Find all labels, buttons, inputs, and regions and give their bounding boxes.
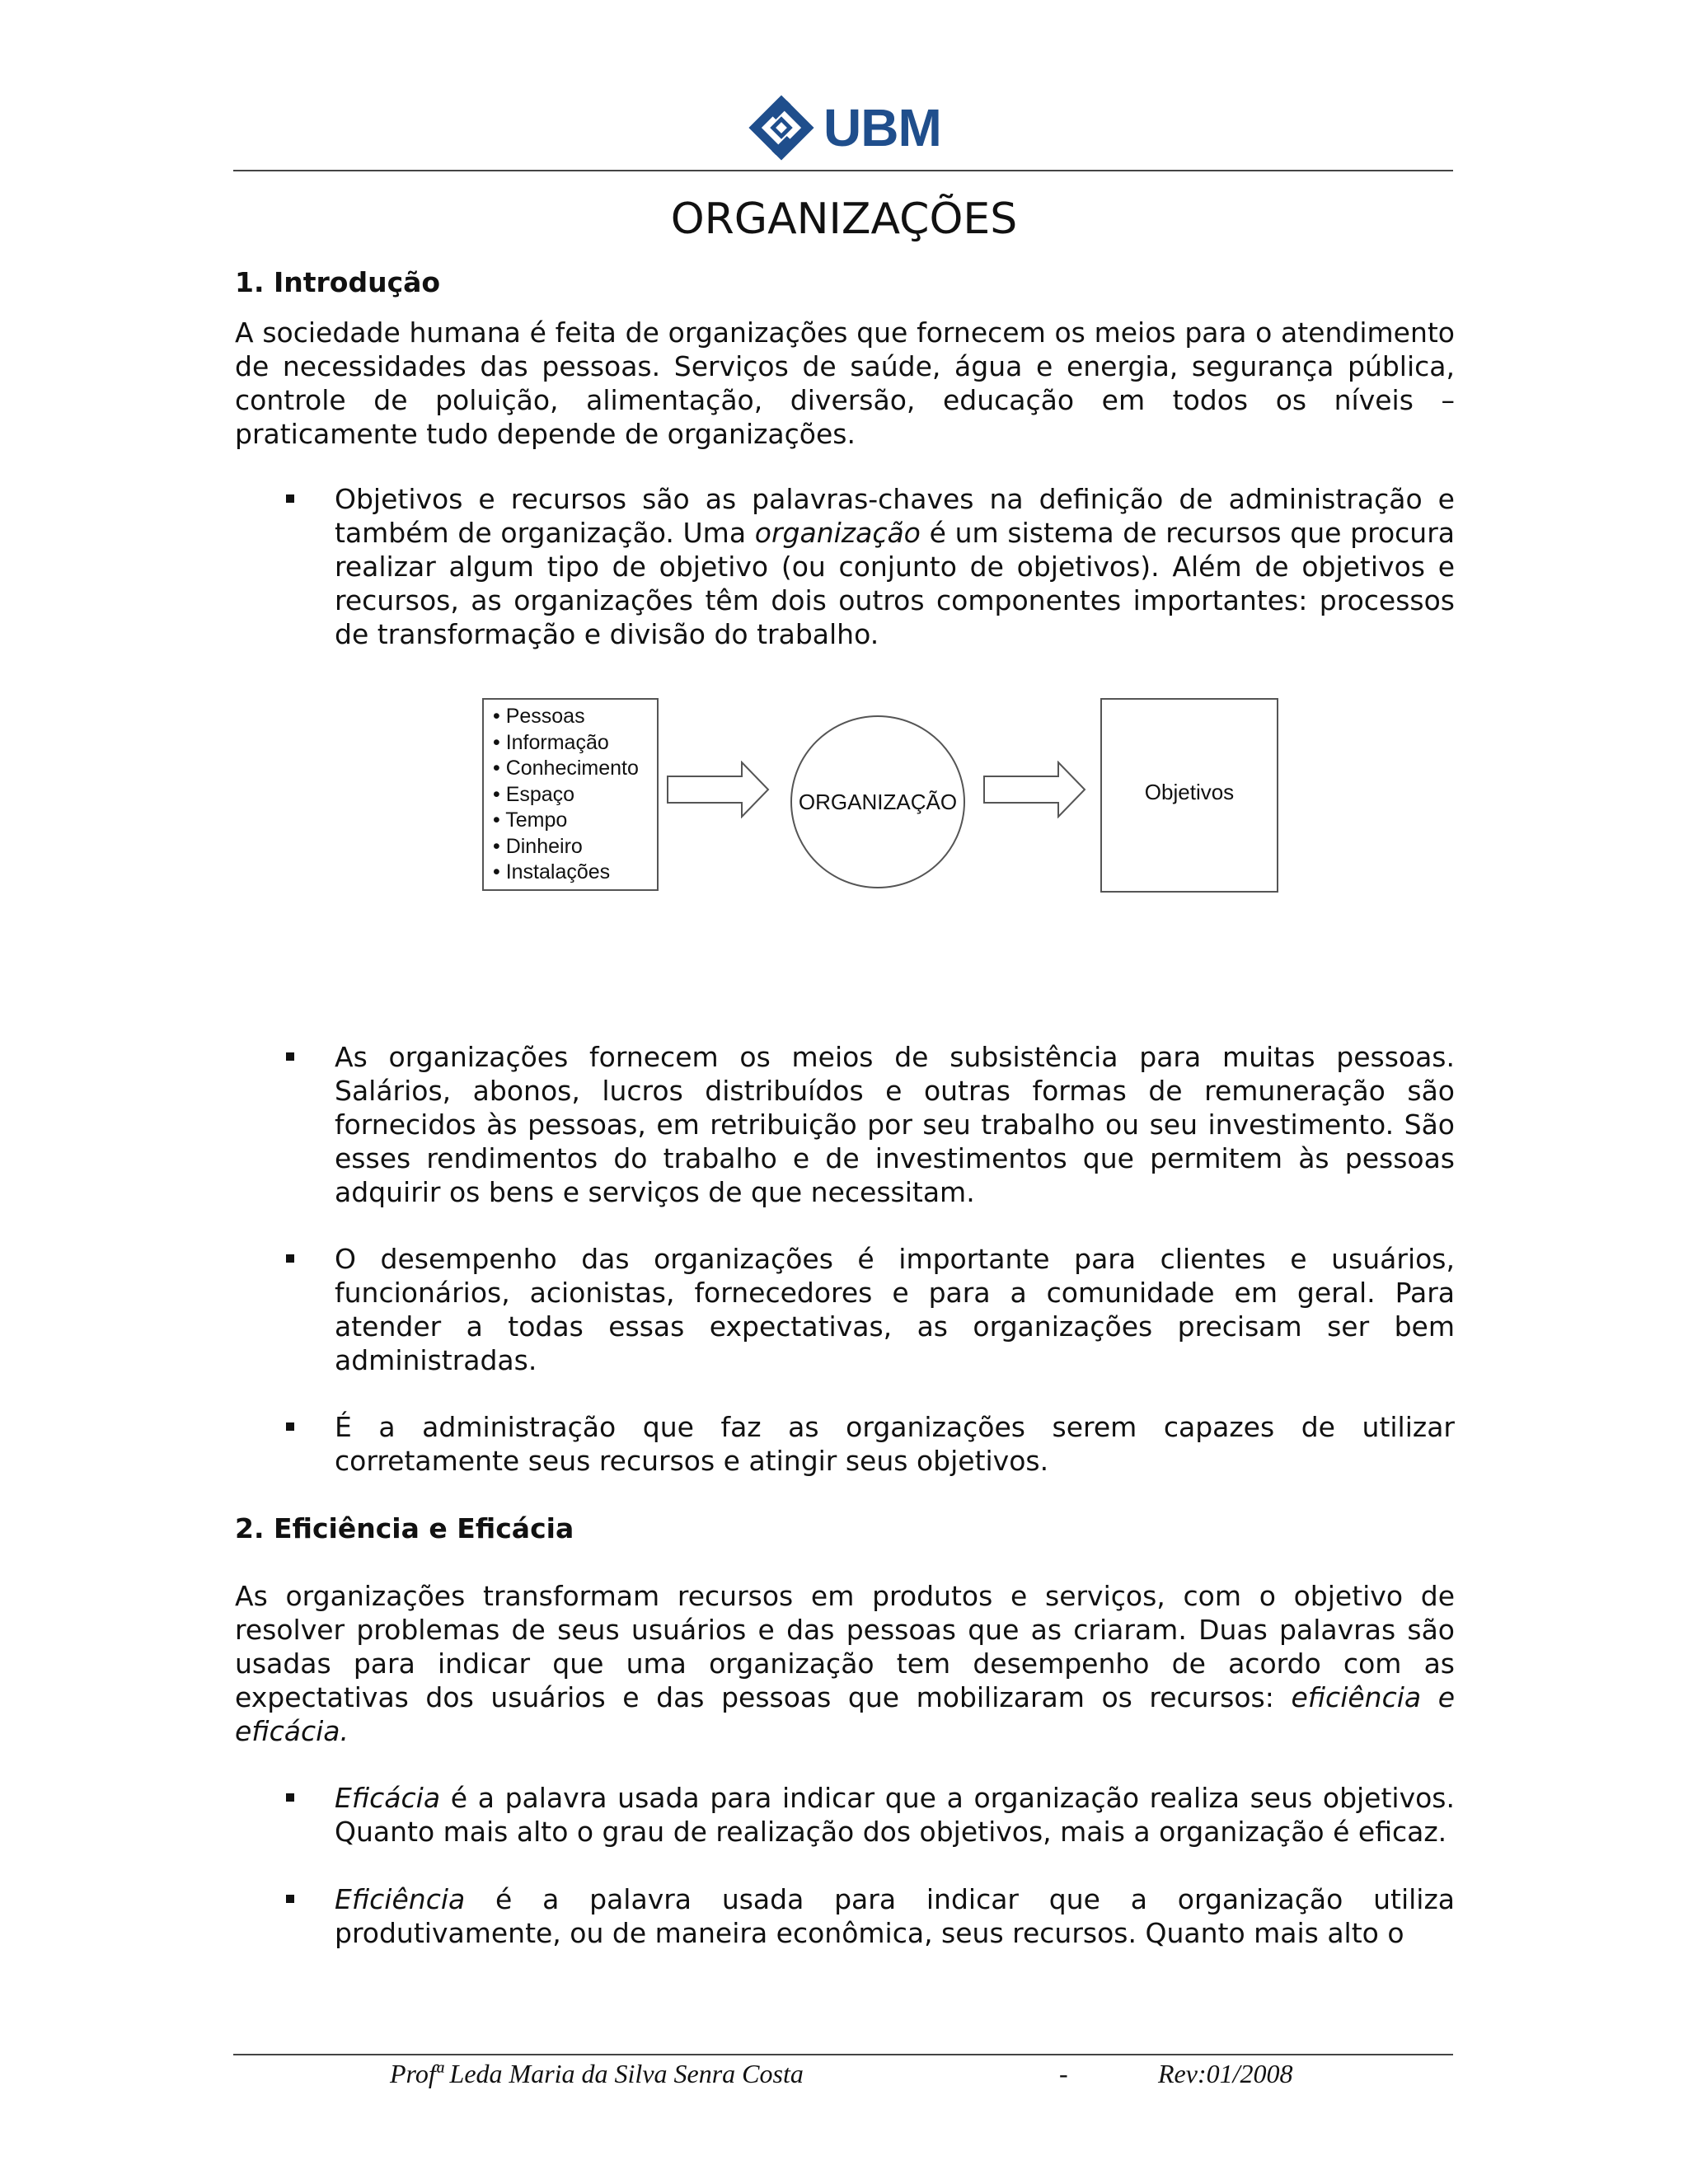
- intro-paragraph: [235, 316, 1455, 451]
- bullet-square-icon: [286, 1422, 294, 1431]
- resource-item: • Conhecimento: [493, 757, 639, 780]
- footer-rule: [233, 2054, 1453, 2055]
- bullet-eficiencia: [235, 1882, 1455, 1950]
- bullet-square-icon: [286, 1793, 294, 1802]
- resource-item: • Instalações: [493, 860, 611, 883]
- bullet-administracao-text: É a administração que faz as organizações serem capazes de utilizar corretamente seus recursos e atingir seus objetivos.: [335, 1411, 1455, 1477]
- organization-diagram: [482, 696, 1282, 898]
- intro-text: A sociedade humana é feita de organizações que fornecem os meios para o atendimento de necessidades das pessoas. Serviços de saúde, água e energia, segurança pública, controle de poluição, alimentação, diversão, educação em todos os níveis – praticamente tudo depende de organizações.: [235, 316, 1455, 450]
- arrow-right-icon: [982, 761, 1086, 818]
- bullet-square-icon: [286, 494, 294, 503]
- bullet-desempenho-text: O desempenho das organizações é importante para clientes e usuários, funcionários, acionistas, fornecedores e para a comunidade em geral. Para atender a todas essas expectativas, as organizações precisam ser bem administradas.: [335, 1243, 1455, 1376]
- header-rule: [233, 170, 1453, 171]
- bullet-administracao: [235, 1410, 1455, 1478]
- organization-circle: ORGANIZAÇÃO: [790, 715, 965, 888]
- resource-item: • Informação: [493, 730, 609, 754]
- ubm-logo: [746, 91, 941, 165]
- bullet-subsistencia-text: As organizações fornecem os meios de subsistência para muitas pessoas. Salários, abonos, lucros distribuídos e outras formas de remuneração são fornecidos às pessoas, em retribuição por seu trabalho ou seu investimento. São esses rendimentos do trabalho e de investimentos que permitem às pessoas adquirir os bens e serviços de que necessitam.: [335, 1041, 1455, 1208]
- ubm-logo-icon: [746, 92, 817, 163]
- resource-item: • Espaço: [493, 782, 575, 806]
- footer-author: Profª Leda Maria da Silva Senra Costa: [390, 2059, 804, 2088]
- section-2-em: eficiência e eficácia.: [235, 1681, 1455, 1747]
- bullet-square-icon: [286, 1254, 294, 1263]
- resource-item: • Tempo: [493, 808, 568, 832]
- bullet-desempenho: [235, 1242, 1455, 1377]
- footer-revision: Rev:01/2008: [1158, 2059, 1293, 2088]
- objectives-box: Objetivos: [1100, 698, 1278, 893]
- section-2-paragraph: [235, 1579, 1455, 1748]
- section-1-heading: 1. Introdução: [235, 266, 441, 298]
- resource-item: • Pessoas: [493, 705, 585, 728]
- bullet-objetivos-em: organização: [754, 517, 921, 549]
- page-title: ORGANIZAÇÕES: [670, 194, 1018, 244]
- bullet-eficiencia-text: é a palavra usada para indicar que a organização utiliza produtivamente, ou de maneira econômica, seus recursos. Quanto mais alto o: [335, 1883, 1455, 1949]
- bullet-objetivos-text-a: Objetivos e recursos são as palavras-chaves na definição de administração e também de organização. Uma: [335, 483, 1455, 549]
- bullet-eficacia: [235, 1781, 1455, 1849]
- bullet-eficacia-text: é a palavra usada para indicar que a organização realiza seus objetivos. Quanto mais alto o grau de realização dos objetivos, mais a organização é eficaz.: [335, 1782, 1455, 1848]
- arrow-right-icon: [666, 761, 770, 818]
- bullet-subsistencia: [235, 1040, 1455, 1209]
- bullet-square-icon: [286, 1052, 294, 1061]
- logo-text: UBM: [823, 98, 941, 157]
- footer-separator: -: [1059, 2059, 1068, 2088]
- bullet-objetivos: [235, 482, 1455, 651]
- bullet-eficacia-term: Eficácia: [335, 1782, 441, 1814]
- bullet-eficiencia-term: Eficiência: [335, 1883, 466, 1915]
- bullet-square-icon: [286, 1895, 294, 1903]
- section-2-heading: 2. Eficiência e Eficácia: [235, 1512, 574, 1544]
- resources-box: [482, 698, 659, 891]
- resource-item: • Dinheiro: [493, 834, 583, 858]
- bullet-objetivos-text-b: é um sistema de recursos que procura realizar algum tipo de objetivo (ou conjunto de objetivos). Além de objetivos e recursos, as organizações têm dois outros componentes importantes: processos de transformação e divisão do trabalho.: [335, 517, 1455, 650]
- section-2-text: As organizações transformam recursos em produtos e serviços, com o objetivo de resolver problemas de seus usuários e das pessoas que as criaram. Duas palavras são usadas para indicar que uma organização tem desempenho de acordo com as expectativas dos usuários e das pessoas que mobilizaram os recursos:: [235, 1580, 1455, 1713]
